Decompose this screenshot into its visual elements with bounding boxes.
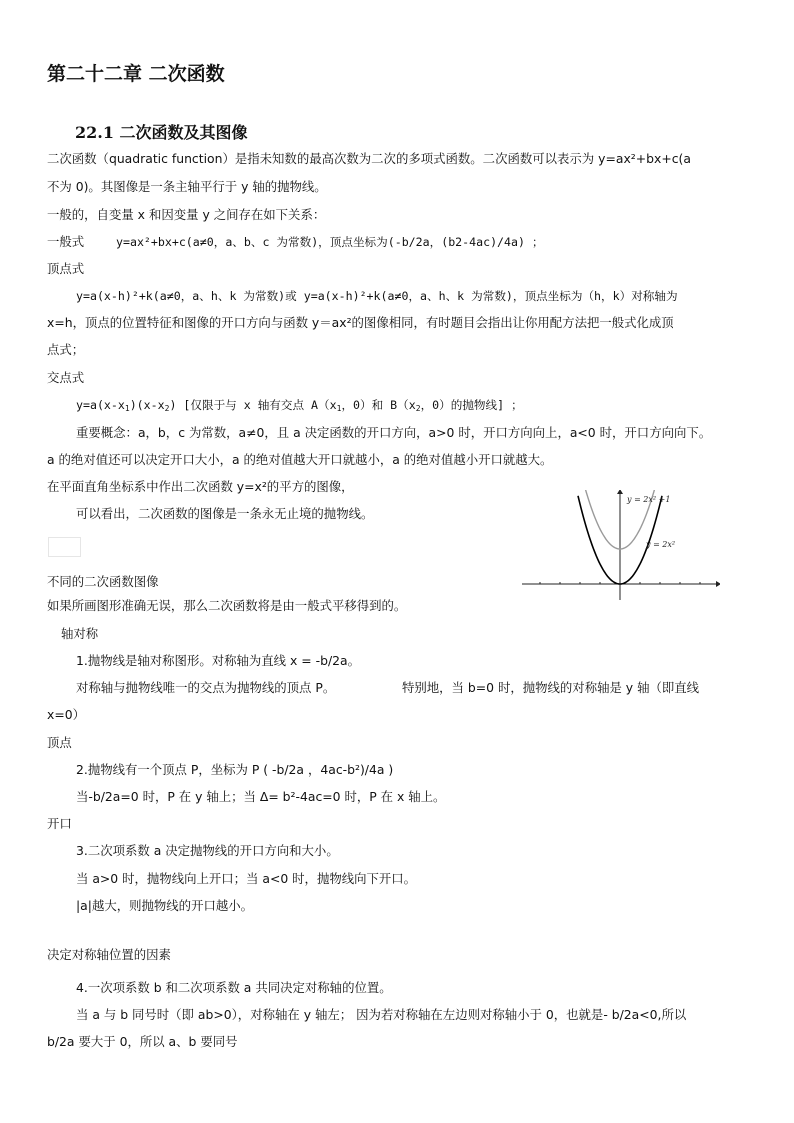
key-concept-line-2: a 的绝对值还可以决定开口大小，a 的绝对值越大开口就越小，a 的绝对值越小开口就越大。 [47,452,553,467]
intro-line-2: 不为 0)。其图像是一条主轴平行于 y 轴的抛物线。 [47,179,327,194]
opening-p1: 3.二次项系数 a 决定抛物线的开口方向和大小。 [76,843,339,858]
axis-symmetry-label: 轴对称 [61,626,99,641]
diff-graphs-caption: 不同的二次函数图像 [47,574,159,589]
axis-symmetry-p2b: 特别地，当 b=0 时，抛物线的对称轴是 y 轴（即直线 [402,680,700,695]
graph-note: 可以看出，二次函数的图像是一条永无止境的抛物线。 [76,506,374,521]
parabola-figure [520,490,720,602]
blank-image-placeholder [48,537,81,557]
opening-p3: |a|越大，则抛物线的开口越小。 [76,898,254,913]
intersection-form-label: 交点式 [47,370,85,385]
vertex-form-line-2: x=h，顶点的位置特征和图像的开口方向与函数 y＝ax²的图像相同，有时题目会指出让你用配方法把一般式化成顶 [47,315,674,330]
intersection-form-formula: $y=a(x-x_1)(x-x_2)$ [仅限于与 x 轴有交点 $A(x_1$，0）和 $B(x_2$，0）的抛物线] ； [76,398,523,413]
vertex-p2: 当-b/2a=0 时，P 在 y 轴上；当 Δ= b²-4ac=0 时，P 在 x 轴上。 [76,789,446,804]
axis-position-label: 决定对称轴位置的因素 [47,947,171,962]
vertex-form-label: 顶点式 [47,261,85,276]
relation-intro: 一般的，自变量 x 和因变量 y 之间存在如下关系： [47,207,326,222]
translation-note: 如果所画图形准确无误，那么二次函数将是由一般式平移得到的。 [47,598,407,613]
general-form-formula: y=ax²+bx+c(a≠0，a、b、c 为常数)，顶点坐标为(-b/2a，(b2-4ac)/4a) ； [116,235,544,249]
vertex-p1: 2.抛物线有一个顶点 P，坐标为 P ( -b/2a ，4ac-b²)/4a ) [76,762,394,777]
vertex-label: 顶点 [47,735,72,750]
vertex-form-line-1: y=a(x-h)²+k(a≠0，a、h、k 为常数)或 y=a(x-h)²+k(a≠0，a、h、k 为常数)，顶点坐标为（h，k）对称轴为 [76,289,678,303]
lower-curve-label: y = 2x² [646,540,676,549]
vertex-form-line-3: 点式； [47,342,85,357]
key-concept-line-1: 重要概念：a，b，c 为常数，a≠0，且 a 决定函数的开口方向，a>0 时，开口方向向上，a<0 时，开口方向向下。 [76,425,712,440]
axis-symmetry-p1: 1.抛物线是轴对称图形。对称轴为直线 x = -b/2a。 [76,653,360,668]
opening-label: 开口 [47,816,72,831]
opening-p2: 当 a>0 时，抛物线向上开口；当 a<0 时，抛物线向下开口。 [76,871,417,886]
graph-intro: 在平面直角坐标系中作出二次函数 y=x²的平方的图像， [47,479,354,494]
axis-position-p1: 4.一次项系数 b 和二次项系数 a 共同决定对称轴的位置。 [76,980,392,995]
upper-curve-label: y = 2x² +1 [627,495,671,504]
general-form-label: 一般式 [47,234,85,249]
axis-position-p2: 当 a 与 b 同号时（即 ab>0），对称轴在 y 轴左； 因为若对称轴在左边则对称轴小于 0，也就是- b/2a<0,所以 [76,1007,687,1022]
section-title: 22.1 二次函数及其图像 [75,123,248,142]
intro-line-1: 二次函数（quadratic function）是指未知数的最高次数为二次的多项式函数。二次函数可以表示为 y=ax²+bx+c(a [47,151,691,166]
axis-symmetry-p2a: 对称轴与抛物线唯一的交点为抛物线的顶点 P。 [76,680,336,695]
y-axis-arrow-icon [617,490,623,494]
chapter-title: 第二十二章 二次函数 [47,63,225,85]
x-axis-arrow-icon [716,581,720,587]
axis-position-p3: b/2a 要大于 0，所以 a、b 要同号 [47,1034,238,1049]
axis-symmetry-p3: x=0） [47,707,85,722]
